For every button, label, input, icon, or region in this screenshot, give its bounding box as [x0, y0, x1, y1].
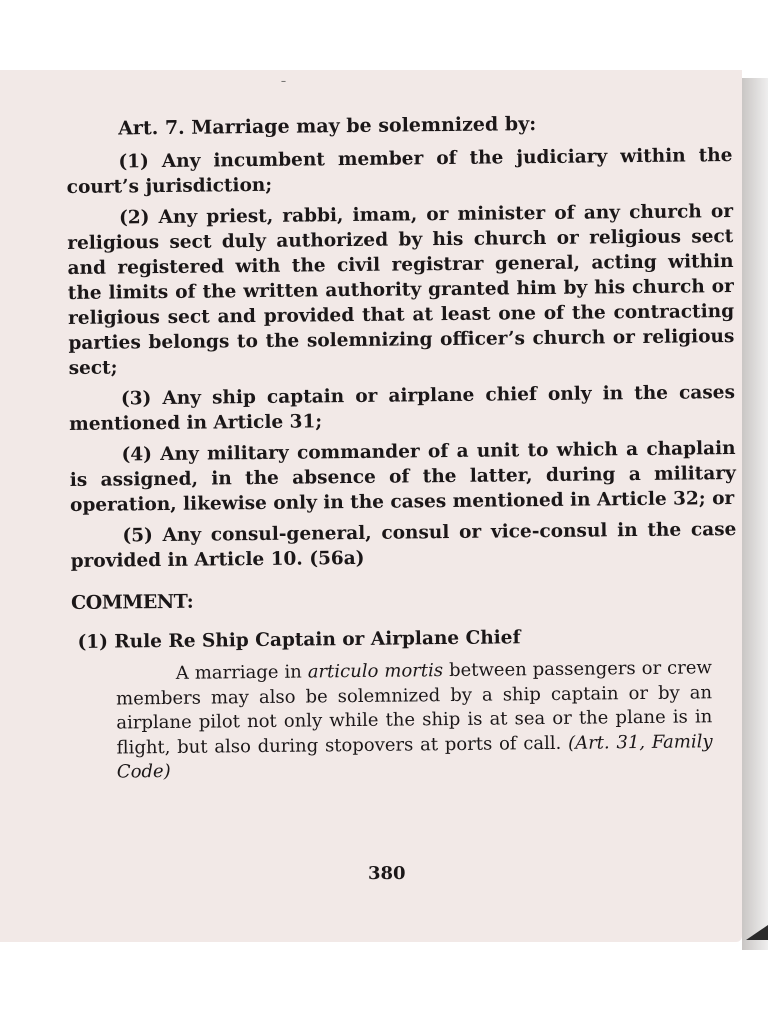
top-mark: –	[281, 76, 286, 87]
corner-tab	[746, 925, 768, 940]
article-item-3: (3) Any ship captain or airplane chief only in the cases mentioned in Article 31;	[69, 382, 736, 435]
article-item-5: (5) Any consul-general, consul or vice-consul in the case provided in Article 10. (56a)	[70, 519, 737, 572]
page-number: 380	[368, 863, 406, 884]
article-title: Art. 7. Marriage may be solemnized by:	[118, 113, 537, 140]
comment-heading: COMMENT:	[70, 590, 194, 614]
comment-body-text-1: A marriage in	[175, 661, 308, 684]
comment-body-italic-1: articulo mortis	[307, 660, 444, 683]
article-item-4: (4) Any military commander of a unit to which a chaplain is assigned, in the absence of the latter, during a military operation, likewise only in the cases mentioned in Article 32; or	[69, 438, 736, 516]
article-item-2: (2) Any priest, rabbi, imam, or minister of any church or religious sect duly authorized by his church or religious sect and registered with the civil registrar general, acting within the limits of the written authority granted him by his church or religious sect and provided that at least one of the contracting parties belongs to the solemnizing officer’s church or religious sect;	[67, 201, 735, 379]
page-edge-shadow	[742, 78, 768, 950]
comment-subheading: (1) Rule Re Ship Captain or Airplane Chief	[77, 627, 521, 653]
comment-body	[116, 656, 713, 785]
article-item-1: (1) Any incumbent member of the judiciary within the court’s jurisdiction;	[66, 145, 733, 198]
comment-body-citation: (Art. 31, Family Code)	[116, 730, 713, 783]
comment-body-text-2: between passengers or crew members may also be solemnized by a ship captain or by an airplane pilot not only while the ship is at sea or the plane is in flight, but also during stopovers at ports of call.	[115, 657, 713, 759]
page-text	[66, 109, 739, 785]
